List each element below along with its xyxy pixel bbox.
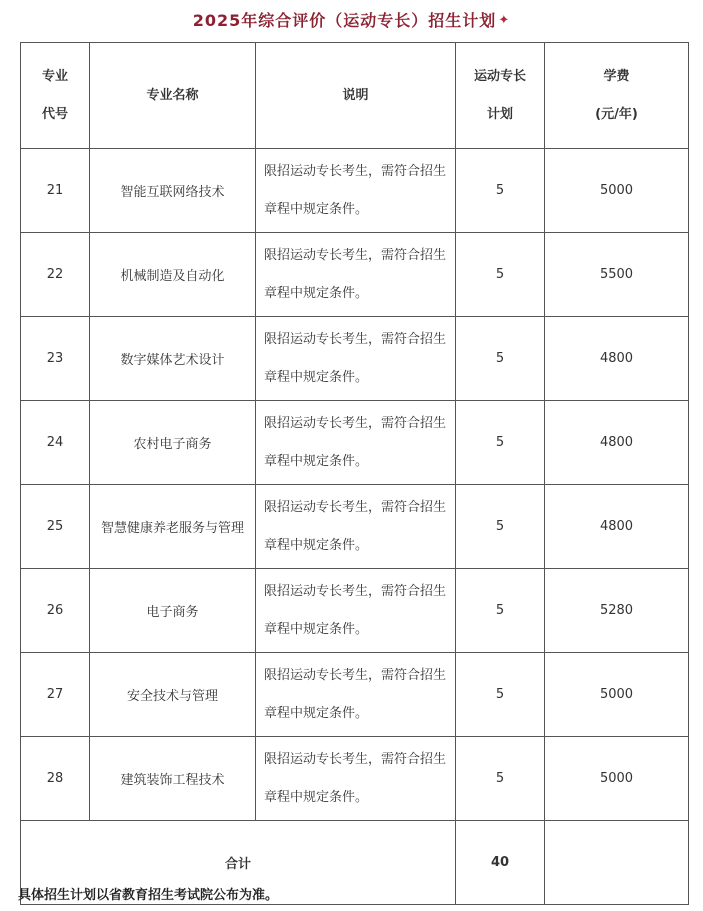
cell-fee: 4800 (545, 401, 689, 485)
table-header-row (21, 43, 689, 149)
page-title-text: 2025年综合评价（运动专长）招生计划 (192, 11, 497, 30)
footnote: 具体招生计划以省教育招生考试院公布为准。 (18, 888, 279, 903)
cell-desc: 限招运动专长考生，需符合招生章程中规定条件。 (256, 485, 456, 569)
cell-code: 21 (21, 149, 90, 233)
total-fee-empty (545, 821, 689, 905)
cell-name: 智能互联网络技术 (90, 149, 256, 233)
cell-fee: 5000 (545, 653, 689, 737)
enrollment-plan-table (20, 42, 689, 905)
header-fee: 学费 (元/年) (545, 43, 689, 149)
cell-code: 27 (21, 653, 90, 737)
cell-name: 电子商务 (90, 569, 256, 653)
cell-name: 建筑装饰工程技术 (90, 737, 256, 821)
cell-plan: 5 (456, 485, 545, 569)
cell-name: 机械制造及自动化 (90, 233, 256, 317)
cell-name: 安全技术与管理 (90, 653, 256, 737)
cell-fee: 4800 (545, 485, 689, 569)
cell-plan: 5 (456, 149, 545, 233)
cell-code: 28 (21, 737, 90, 821)
header-desc: 说明 (256, 43, 456, 149)
cell-code: 24 (21, 401, 90, 485)
table-row (21, 737, 689, 821)
table-row (21, 401, 689, 485)
cell-plan: 5 (456, 317, 545, 401)
header-code: 专业 代号 (21, 43, 90, 149)
cell-fee: 5000 (545, 737, 689, 821)
cell-name: 智慧健康养老服务与管理 (90, 485, 256, 569)
table-row (21, 485, 689, 569)
cell-name: 农村电子商务 (90, 401, 256, 485)
header-name: 专业名称 (90, 43, 256, 149)
cell-fee: 5000 (545, 149, 689, 233)
cell-code: 22 (21, 233, 90, 317)
cell-plan: 5 (456, 569, 545, 653)
cell-fee: 4800 (545, 317, 689, 401)
table-row (21, 569, 689, 653)
cell-code: 26 (21, 569, 90, 653)
total-plan: 40 (456, 821, 545, 905)
header-plan: 运动专长 计划 (456, 43, 545, 149)
table-row (21, 149, 689, 233)
cell-code: 25 (21, 485, 90, 569)
total-label: 合计 (21, 821, 456, 905)
cell-desc: 限招运动专长考生，需符合招生章程中规定条件。 (256, 317, 456, 401)
cell-desc: 限招运动专长考生，需符合招生章程中规定条件。 (256, 401, 456, 485)
cell-plan: 5 (456, 737, 545, 821)
table-row (21, 317, 689, 401)
table-row (21, 653, 689, 737)
cell-desc: 限招运动专长考生，需符合招生章程中规定条件。 (256, 653, 456, 737)
cell-desc: 限招运动专长考生，需符合招生章程中规定条件。 (256, 569, 456, 653)
cell-code: 23 (21, 317, 90, 401)
star-icon: ✦ (498, 13, 511, 28)
page-title (0, 8, 703, 34)
table-row (21, 233, 689, 317)
cell-plan: 5 (456, 233, 545, 317)
cell-desc: 限招运动专长考生，需符合招生章程中规定条件。 (256, 737, 456, 821)
cell-name: 数字媒体艺术设计 (90, 317, 256, 401)
cell-fee: 5500 (545, 233, 689, 317)
cell-desc: 限招运动专长考生，需符合招生章程中规定条件。 (256, 149, 456, 233)
cell-plan: 5 (456, 401, 545, 485)
cell-fee: 5280 (545, 569, 689, 653)
cell-plan: 5 (456, 653, 545, 737)
cell-desc: 限招运动专长考生，需符合招生章程中规定条件。 (256, 233, 456, 317)
